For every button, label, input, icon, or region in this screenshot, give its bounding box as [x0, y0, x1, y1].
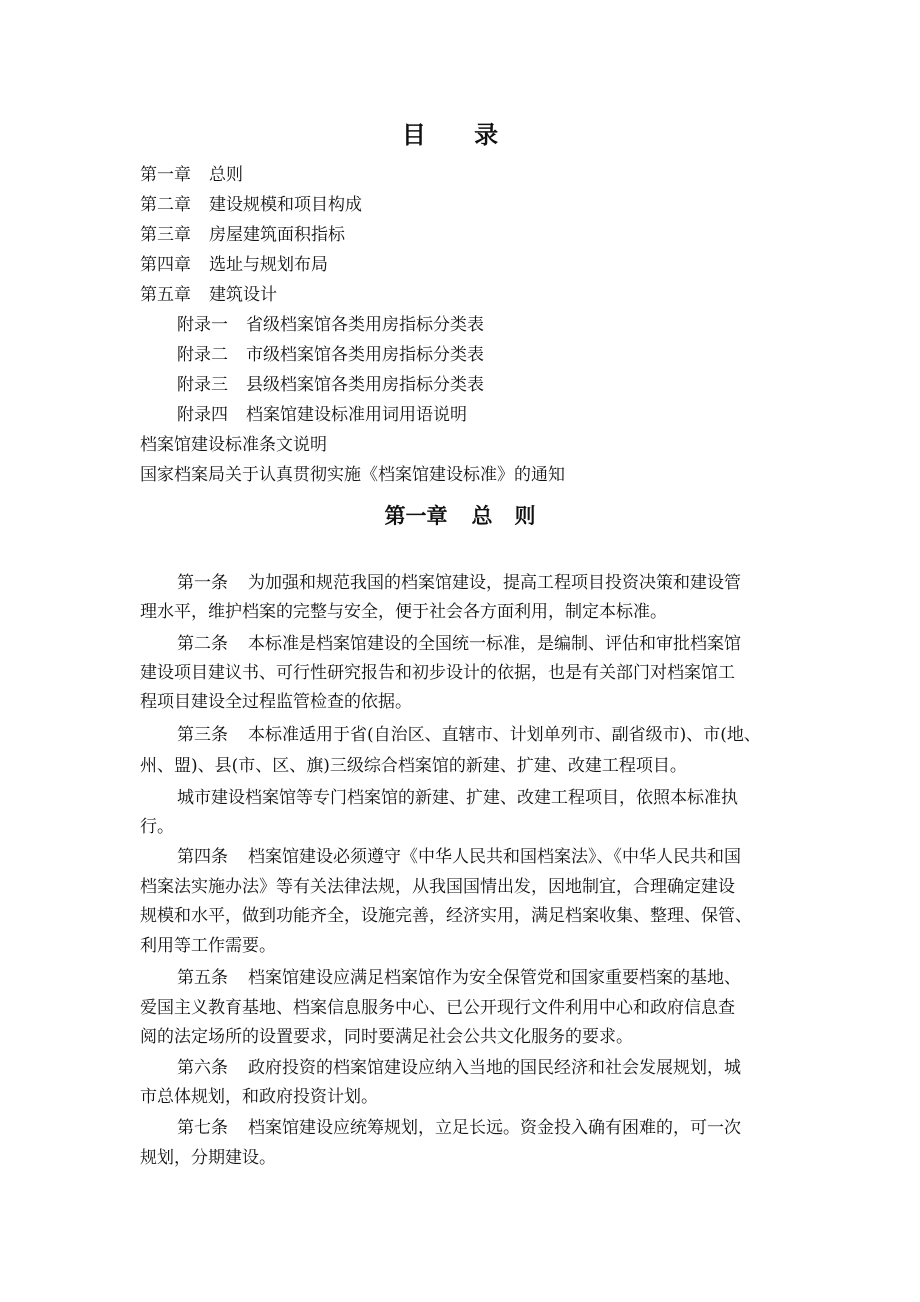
- toc-item-appendix-3[interactable]: [177, 373, 484, 397]
- toc-item-title: 选址与规划布局: [209, 255, 328, 275]
- article-1-line-1: [177, 570, 741, 596]
- toc-item-chapter-3[interactable]: [140, 223, 345, 247]
- article-label: 第七条: [177, 1118, 228, 1138]
- article-label: 第五条: [177, 968, 228, 988]
- toc-item-number: 第三章: [140, 225, 191, 245]
- article-6-line-1: [177, 1055, 741, 1081]
- article-2-line-1: [177, 631, 741, 657]
- article-label: 第六条: [177, 1058, 228, 1078]
- article-1-line-2: 理水平，维护档案的完整与安全，便于社会各方面利用，制定本标准。: [140, 602, 667, 622]
- toc-item-number: 附录三: [177, 375, 228, 395]
- toc-item-title: 总则: [209, 165, 243, 185]
- toc-item-title: 建设规模和项目构成: [209, 195, 362, 215]
- toc-item-title: 建筑设计: [209, 285, 277, 305]
- chapter-name-char-2: 则: [514, 504, 536, 528]
- article-5-line-1: [177, 965, 741, 991]
- toc-title: 目 录: [401, 121, 519, 149]
- article-4-line-3: 规模和水平，做到功能齐全，设施完善，经济实用，满足档案收集、整理、保管、: [140, 906, 752, 926]
- toc-item-chapter-1[interactable]: [140, 163, 243, 187]
- toc-item-explanation[interactable]: 档案馆建设标准条文说明: [140, 435, 327, 455]
- toc-item-appendix-4[interactable]: [177, 403, 467, 427]
- toc-item-number: 第二章: [140, 195, 191, 215]
- article-text: 政府投资的档案馆建设应纳入当地的国民经济和社会发展规划，城: [248, 1058, 741, 1078]
- article-7-line-2: 规划，分期建设。: [140, 1148, 276, 1168]
- toc-item-number: 附录一: [177, 315, 228, 335]
- article-4-line-2: 档案法实施办法》等有关法律法规，从我国国情出发，因地制宜，合理确定建设: [140, 877, 735, 897]
- toc-item-number: 第五章: [140, 285, 191, 305]
- toc-item-chapter-4[interactable]: [140, 253, 328, 277]
- toc-item-number: 第一章: [140, 165, 191, 185]
- article-3-line-2: 州、盟)、县(市、区、旗)三级综合档案馆的新建、扩建、改建工程项目。: [140, 756, 687, 776]
- article-text: 为加强和规范我国的档案馆建设，提高工程项目投资决策和建设管: [248, 573, 741, 593]
- toc-item-number: 第四章: [140, 255, 191, 275]
- chapter-title: [0, 500, 920, 532]
- chapter-name-char-1: 总: [471, 504, 493, 528]
- article-5-line-3: 阅的法定场所的设置要求，同时要满足社会公共文化服务的要求。: [140, 1027, 633, 1047]
- toc-item-chapter-5[interactable]: [140, 283, 277, 307]
- article-text: 档案馆建设应统筹规划，立足长远。资金投入确有困难的，可一次: [248, 1118, 741, 1138]
- toc-item-title: 档案馆建设标准用词用语说明: [246, 405, 467, 425]
- toc-item-title: 省级档案馆各类用房指标分类表: [246, 315, 484, 335]
- article-text: 档案馆建设必须遵守《中华人民共和国档案法》、《中华人民共和国: [248, 847, 741, 867]
- toc-item-title: 房屋建筑面积指标: [209, 225, 345, 245]
- toc-item-appendix-1[interactable]: [177, 313, 484, 337]
- toc-item-title: 市级档案馆各类用房指标分类表: [246, 345, 484, 365]
- article-text: 本标准适用于省(自治区、直辖市、计划单列市、副省级市)、市(地、: [248, 725, 761, 745]
- article-5-line-2: 爱国主义教育基地、档案信息服务中心、已公开现行文件利用中心和政府信息查: [140, 998, 735, 1018]
- toc-item-notice[interactable]: 国家档案局关于认真贯彻实施《档案馆建设标准》的通知: [140, 465, 565, 485]
- article-label: 第一条: [177, 573, 228, 593]
- toc-item-chapter-2[interactable]: [140, 193, 362, 217]
- paragraph-line-2: 行。: [140, 817, 174, 837]
- toc-item-number: 附录二: [177, 345, 228, 365]
- chapter-number: 第一章: [384, 504, 448, 528]
- article-4-line-1: [177, 844, 741, 870]
- article-2-line-2: 建设项目建议书、可行性研究报告和初步设计的依据，也是有关部门对档案馆工: [140, 663, 735, 683]
- toc-item-appendix-2[interactable]: [177, 343, 484, 367]
- article-label: 第二条: [177, 634, 228, 654]
- article-2-line-3: 程项目建设全过程监管检查的依据。: [140, 692, 412, 712]
- article-label: 第四条: [177, 847, 228, 867]
- article-3-line-1: [177, 722, 761, 748]
- article-4-line-4: 利用等工作需要。: [140, 936, 276, 956]
- article-6-line-2: 市总体规划，和政府投资计划。: [140, 1087, 378, 1107]
- article-text: 本标准是档案馆建设的全国统一标准，是编制、评估和审批档案馆: [248, 634, 741, 654]
- toc-item-number: 附录四: [177, 405, 228, 425]
- toc-item-title: 县级档案馆各类用房指标分类表: [246, 375, 484, 395]
- article-text: 档案馆建设应满足档案馆作为安全保管党和国家重要档案的基地、: [248, 968, 741, 988]
- paragraph-line-1: 城市建设档案馆等专门档案馆的新建、扩建、改建工程项目，依照本标准执: [177, 788, 738, 808]
- article-7-line-1: [177, 1115, 741, 1141]
- article-label: 第三条: [177, 725, 228, 745]
